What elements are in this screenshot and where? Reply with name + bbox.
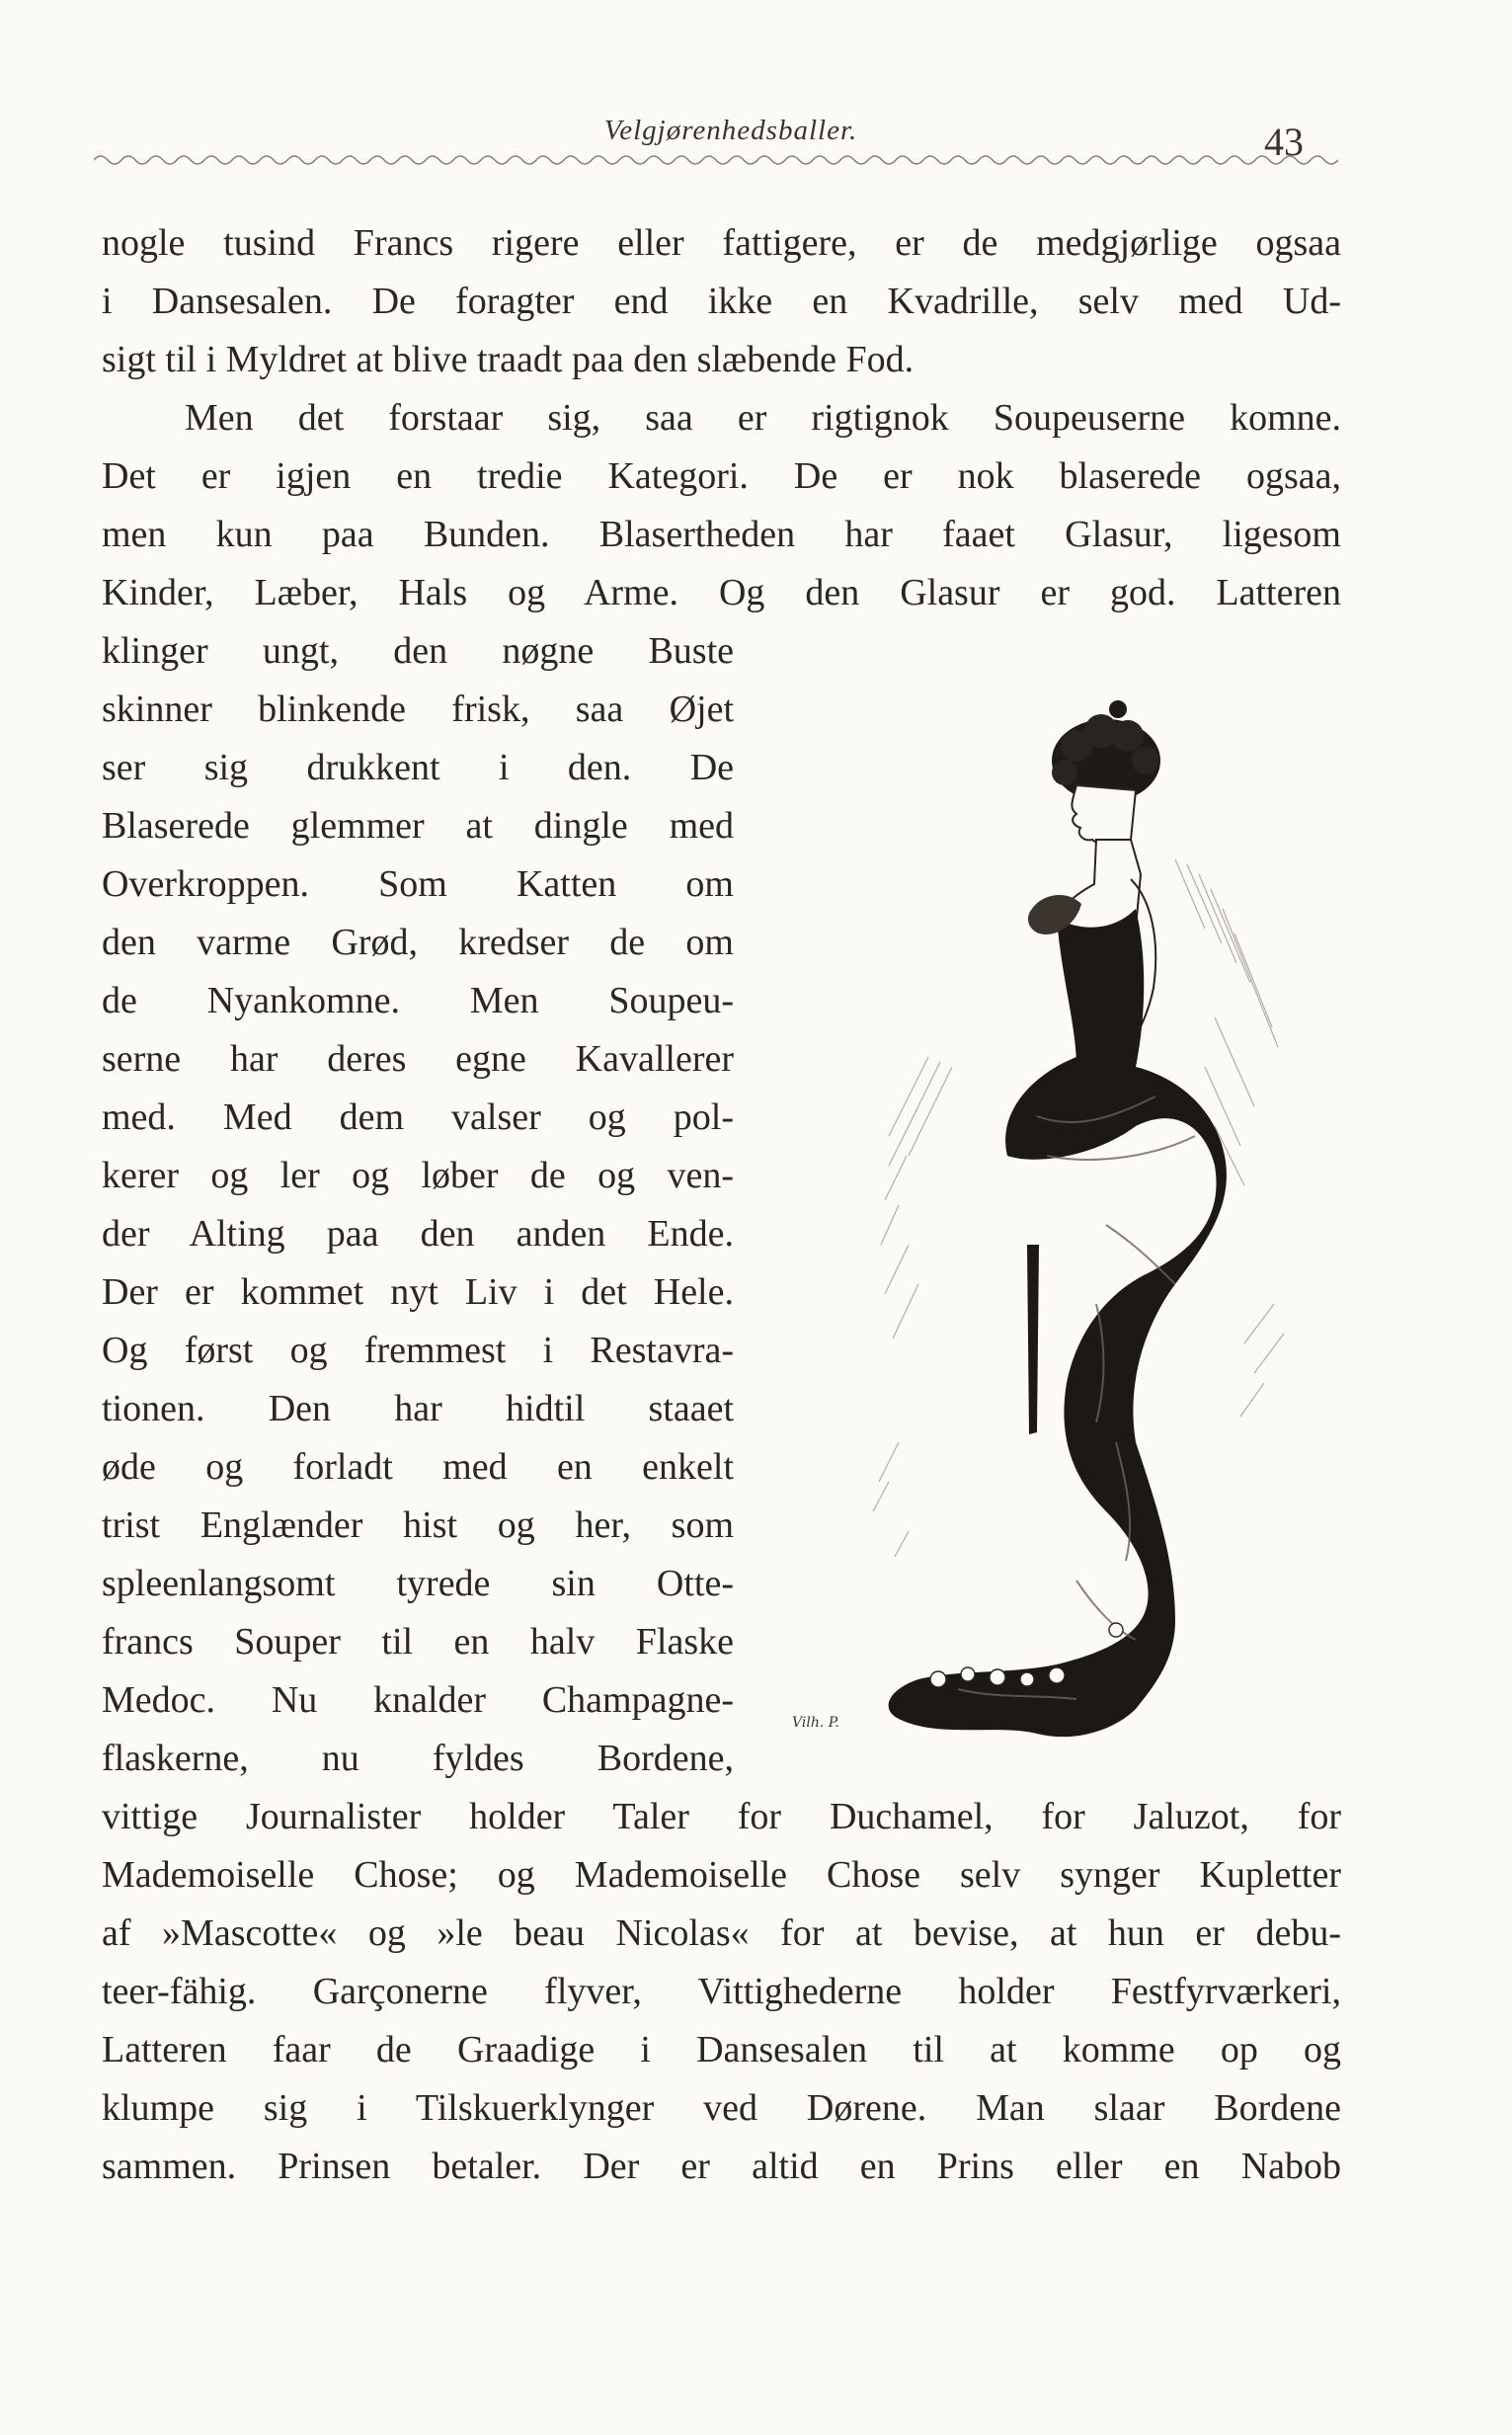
text-line: teer-fähig. Garçonerne flyver, Vittighederne holder Festfyrværkeri, bbox=[102, 1971, 1341, 2012]
text-line: de Nyankomne. Men Soupeu- bbox=[102, 980, 734, 1021]
text-line: tionen. Den har hidtil staaet bbox=[102, 1388, 734, 1429]
text-line: sigt til i Myldret at blive traadt paa den slæbende Fod. bbox=[102, 339, 915, 380]
text-line: vittige Journalister holder Taler for Duchamel, for Jaluzot, for bbox=[102, 1796, 1341, 1837]
text-line: trist Englænder hist og her, som bbox=[102, 1504, 734, 1546]
text-line: Der er kommet nyt Liv i det Hele. bbox=[102, 1271, 734, 1313]
text-line: skinner blinkende frisk, saa Øjet bbox=[102, 689, 734, 730]
page-number: 43 bbox=[1264, 120, 1304, 164]
text-line: med. Med dem valser og pol- bbox=[102, 1096, 734, 1138]
text-line: Latteren faar de Graadige i Dansesalen til at komme op og bbox=[102, 2029, 1341, 2070]
text-line: Overkroppen. Som Katten om bbox=[102, 863, 734, 905]
text-line: Blaserede glemmer at dingle med bbox=[102, 805, 734, 847]
text-line: klinger ungt, den nøgne Buste bbox=[102, 630, 734, 672]
text-line: klumpe sig i Tilskuerklynger ved Dørene. Man slaar Bordene bbox=[102, 2087, 1341, 2129]
evening-gown-illustration bbox=[780, 691, 1343, 1758]
text-line: Men det forstaar sig, saa er rigtignok Soupeuserne komne. bbox=[185, 397, 1341, 439]
ornament-rule bbox=[94, 146, 1338, 172]
text-line: i Dansesalen. De foragter end ikke en Kvadrille, selv med Ud- bbox=[102, 281, 1341, 322]
text-line: Og først og fremmest i Restavra- bbox=[102, 1330, 734, 1371]
text-line: der Alting paa den anden Ende. bbox=[102, 1213, 734, 1255]
text-line: spleenlangsomt tyrede sin Otte- bbox=[102, 1563, 734, 1604]
text-line: Det er igjen en tredie Kategori. De er nok blaserede ogsaa, bbox=[102, 455, 1341, 497]
text-line: den varme Grød, kredser de om bbox=[102, 922, 734, 963]
text-line: ser sig drukkent i den. De bbox=[102, 747, 734, 788]
svg-text:Vilh. P.: Vilh. P. bbox=[792, 1715, 839, 1731]
text-line: sammen. Prinsen betaler. Der er altid en Prins eller en Nabob bbox=[102, 2146, 1341, 2187]
text-line: kerer og ler og løber de og ven- bbox=[102, 1155, 734, 1196]
text-line: flaskerne, nu fyldes Bordene, bbox=[102, 1738, 734, 1779]
text-line: Mademoiselle Chose; og Mademoiselle Chose selv synger Kupletter bbox=[102, 1854, 1341, 1896]
running-title: Velgjørenhedsballer. bbox=[603, 115, 858, 146]
text-line: men kun paa Bunden. Blasertheden har faaet Glasur, ligesom bbox=[102, 514, 1341, 555]
text-line: Medoc. Nu knalder Champagne- bbox=[102, 1679, 734, 1721]
text-line: Kinder, Læber, Hals og Arme. Og den Glasur er god. Latteren bbox=[102, 572, 1341, 613]
text-line: af »Mascotte« og »le beau Nicolas« for at bevise, at hun er debu- bbox=[102, 1912, 1341, 1954]
text-line: nogle tusind Francs rigere eller fattigere, er de medgjørlige ogsaa bbox=[102, 222, 1341, 264]
text-line: øde og forladt med en enkelt bbox=[102, 1446, 734, 1488]
text-line: francs Souper til en halv Flaske bbox=[102, 1621, 734, 1663]
text-line: serne har deres egne Kavallerer bbox=[102, 1038, 734, 1080]
